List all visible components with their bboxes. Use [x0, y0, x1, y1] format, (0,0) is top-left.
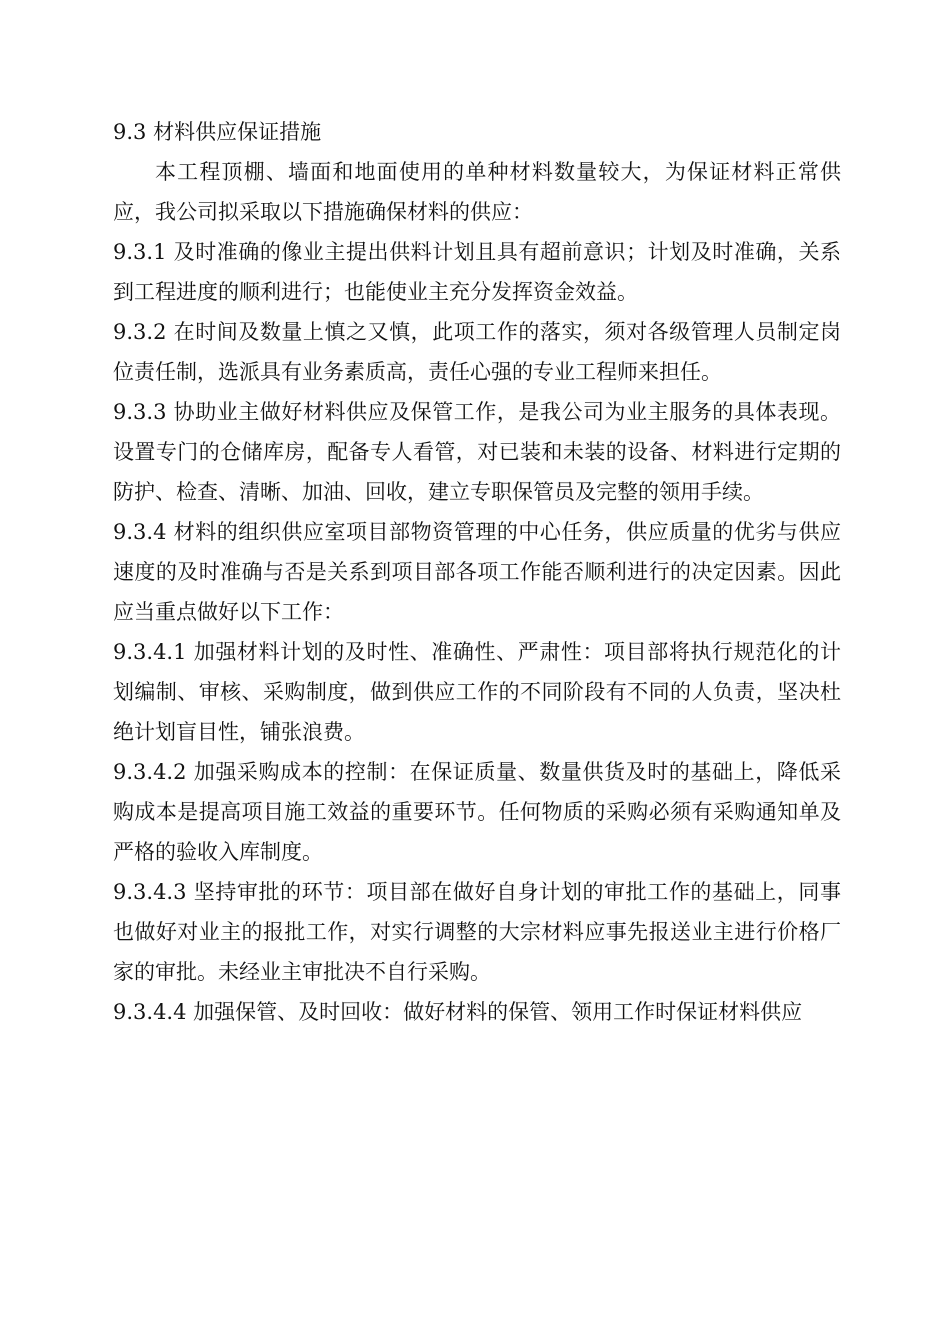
paragraph-9-3-4: 9.3.4 材料的组织供应室项目部物资管理的中心任务，供应质量的优劣与供应速度的及时准确与否是关系到项目部各项工作能否顺利进行的决定因素。因此应当重点做好以下工作：: [113, 520, 841, 624]
intro-paragraph: 本工程顶棚、墙面和地面使用的单种材料数量较大，为保证材料正常供应，我公司拟采取以下措施确保材料的供应：: [113, 160, 841, 224]
paragraph-9-3-4-3: 9.3.4.3 坚持审批的环节：项目部在做好自身计划的审批工作的基础上，同事也做好对业主的报批工作，对实行调整的大宗材料应事先报送业主进行价格厂家的审批。未经业主审批决不自行采购。: [113, 880, 841, 984]
paragraph-9-3-4-4: 9.3.4.4 加强保管、及时回收：做好材料的保管、领用工作时保证材料供应: [113, 1000, 803, 1024]
document-page: [113, 112, 841, 1032]
section-heading: 9.3 材料供应保证措施: [113, 120, 322, 144]
paragraph-9-3-4-1: 9.3.4.1 加强材料计划的及时性、准确性、严肃性：项目部将执行规范化的计划编制、审核、采购制度，做到供应工作的不同阶段有不同的人负责，坚决杜绝计划盲目性，铺张浪费。: [113, 640, 841, 744]
paragraph-9-3-1: 9.3.1 及时准确的像业主提出供料计划且具有超前意识；计划及时准确，关系到工程进度的顺利进行；也能使业主充分发挥资金效益。: [113, 240, 841, 304]
paragraph-9-3-4-2: 9.3.4.2 加强采购成本的控制：在保证质量、数量供货及时的基础上，降低采购成本是提高项目施工效益的重要环节。任何物质的采购必须有采购通知单及严格的验收入库制度。: [113, 760, 841, 864]
paragraph-9-3-2: 9.3.2 在时间及数量上慎之又慎，此项工作的落实，须对各级管理人员制定岗位责任制，选派具有业务素质高，责任心强的专业工程师来担任。: [113, 320, 841, 384]
paragraph-9-3-3: 9.3.3 协助业主做好材料供应及保管工作，是我公司为业主服务的具体表现。设置专门的仓储库房，配备专人看管，对已装和未装的设备、材料进行定期的防护、检查、清晰、加油、回收，建立专职保管员及完整的领用手续。: [113, 400, 841, 504]
